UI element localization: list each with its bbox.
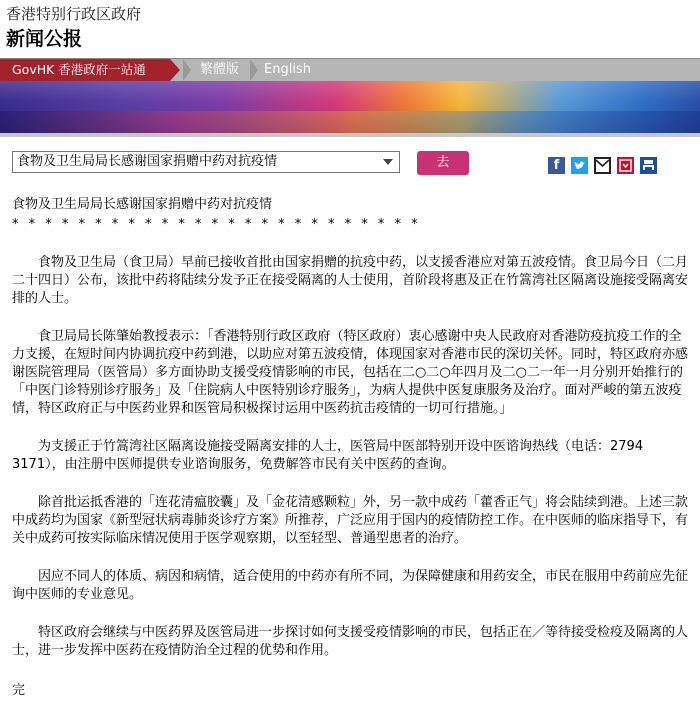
end-marker: 完 xyxy=(12,683,26,698)
banner-shade xyxy=(0,81,700,133)
site-title[interactable]: 新闻公报 xyxy=(6,28,83,50)
printer-glyph xyxy=(640,157,657,174)
press-release-select-value: 食物及卫生局局长感谢国家捐赠中药对抗疫情 xyxy=(17,154,278,169)
twitter-bird-glyph xyxy=(571,157,588,174)
page-header xyxy=(0,0,700,58)
paragraph: 食卫局局长陈肇始教授表示：「香港特别行政区政府（特区政府）衷心感谢中央人民政府对香港防疫抗疫工作的全力支援，在短时间内协调抗疫中药到港，以助应对第五波疫情，体现国家对香港市民的深切关怀。同时，特区政府亦感谢医院管理局（医管局）多方面协助支援受疫情影响的市民，包括在二○二○年四月及二○二一年一月分别开始推行的「中医门诊特别诊疗服务」及「住院病人中医特别诊疗服务」，为病人提供中医复康服务及治疗。面对严峻的第五波疫情，特区政府正与中医药业界和医管局积极探讨运用中医药抗击疫情的一切可行措施。」 xyxy=(12,329,689,416)
top-nav xyxy=(0,58,700,81)
facebook-icon[interactable]: f xyxy=(548,157,565,174)
banner-image xyxy=(0,81,700,133)
paragraph: 为支援正于竹篙湾社区隔离设施接受隔离安排的人士，医管局中医部特别开设中医谘询热线（电话：2794 3171），由注册中医师提供专业谘询服务，免费解答市民有关中医药的查询。 xyxy=(12,439,644,472)
nav-separator xyxy=(250,59,258,81)
title-underline-stars: * * * * * * * * * * * * * * * * * * * * * * * * * xyxy=(12,217,421,232)
download-glyph xyxy=(617,157,634,174)
paragraph: 食物及卫生局（食卫局）早前已接收首批由国家捐赠的抗疫中药，以支援香港应对第五波疫情。食卫局今日（二月二十四日）公布，该批中药将陆续分发予正在接受隔离的人士使用，首阶段将惠及正在竹篙湾社区隔离设施接受隔离安排的人士。 xyxy=(12,255,689,306)
banner-divider xyxy=(0,133,700,137)
download-icon[interactable] xyxy=(617,157,634,174)
envelope-glyph xyxy=(596,159,609,172)
paragraph: 特区政府会继续与中医药界及医管局进一步探讨如何支援受疫情影响的市民，包括正在／等待接受检疫及隔离的人士，进一步发挥中医药在疫情防治全过程的优势和作用。 xyxy=(12,625,689,658)
press-release-select[interactable] xyxy=(12,151,400,173)
government-name: 香港特别行政区政府 xyxy=(6,5,142,23)
email-icon[interactable] xyxy=(594,157,611,174)
english-link[interactable]: English xyxy=(264,62,311,77)
article-title: 食物及卫生局局长感谢国家捐赠中药对抗疫情 xyxy=(12,197,273,212)
govhk-link[interactable]: GovHK 香港政府一站通 xyxy=(0,59,170,81)
chevron-down-icon xyxy=(383,159,393,165)
twitter-icon[interactable] xyxy=(571,157,588,174)
go-button[interactable]: 去 xyxy=(417,151,469,175)
paragraph: 因应不同人的体质、病因和病情，适合使用的中药亦有所不同，为保障健康和用药安全，市民在服用中药前应先征询中医师的专业意见。 xyxy=(12,569,689,602)
nav-separator xyxy=(183,59,191,81)
traditional-chinese-link[interactable]: 繁體版 xyxy=(200,62,240,77)
press-release-body xyxy=(12,196,690,700)
paragraph: 除首批运抵香港的「连花清瘟胶囊」及「金花清感颗粒」外，另一款中成药「藿香正气」将会陆续到港。上述三款中成药均为国家《新型冠状病毒肺炎诊疗方案》所推荐，广泛应用于国内的疫情防控工作。在中医师的临床指导下，有关中成药可按实际临床情况使用于医学观察期，以至轻型、普通型患者的治疗。 xyxy=(12,495,689,546)
print-icon[interactable] xyxy=(640,157,657,174)
